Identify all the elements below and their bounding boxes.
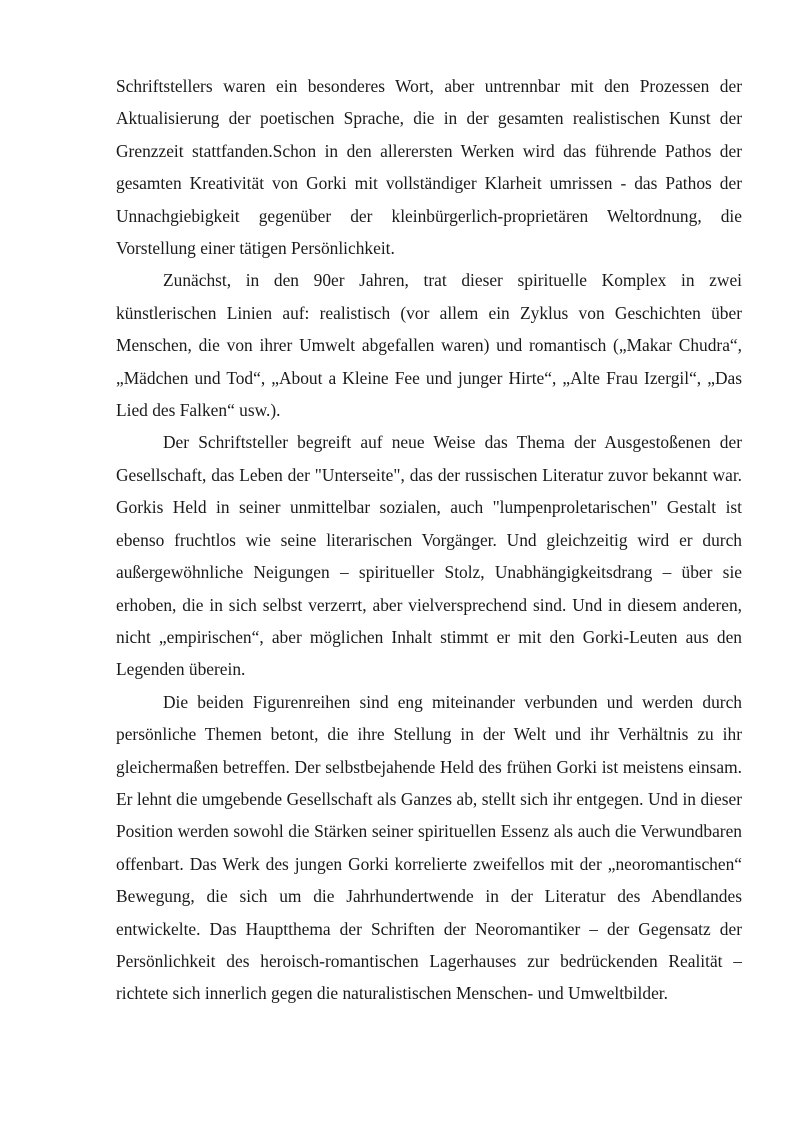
paragraph-90er-jahre: Zunächst, in den 90er Jahren, trat dieser spirituelle Komplex in zwei künstlerischen Linien auf: realistisch (vor allem ein Zyklus von Geschichten über Menschen, die von ihrer Umwelt abgefallen waren) und romantisch („Makar Chudra“, „Mädchen und Tod“, „About a Kleine Fee und junger Hirte“, „Alte Frau Izergil“, „Das Lied des Falken“ usw.). (116, 270, 742, 421)
document-page (116, 70, 742, 1010)
paragraph-figurenreihen: Die beiden Figurenreihen sind eng miteinander verbunden und werden durch persönliche Themen betont, die ihre Stellung in der Welt und ihr Verhältnis zu ihr gleichermaßen betreffen. Der selbstbejahende Held des frühen Gorki ist meistens einsam. Er lehnt die umgebende Gesellschaft als Ganzes ab, stellt sich ihr entgegen. Und in dieser Position werden sowohl die Stärken seiner spirituellen Essenz als auch die Verwundbaren offenbart. Das Werk des jungen Gorki korrelierte zweifellos mit der „neoromantischen“ Bewegung, die sich um die Jahrhundertwende in der Literatur des Abendlandes entwickelte. Das Hauptthema der Schriften der Neoromantiker – der Gegensatz der Persönlichkeit des heroisch-romantischen Lagerhauses zur bedrückenden Realität – richtete sich innerlich gegen die naturalistischen Menschen- und Umweltbilder. (116, 691, 742, 1004)
paragraph-ausgestossene: Der Schriftsteller begreift auf neue Weise das Thema der Ausgestoßenen der Gesellschaft, das Leben der "Unterseite", das der russischen Literatur zuvor bekannt war. Gorkis Held in seiner unmittelbar sozialen, auch "lumpenproletarischen" Gestalt ist ebenso fruchtlos wie seine literarischen Vorgänger. Und gleichzeitig wird er durch außergewöhnliche Neigungen – spiritueller Stolz, Unabhängigkeitsdrang – über sie erhoben, die in sich selbst verzerrt, aber vielversprechend sind. Und in diesem anderen, nicht „empirischen“, aber möglichen Inhalt stimmt er mit den Gorki-Leuten aus den Legenden überein. (116, 432, 742, 680)
paragraph-continuation: Schriftstellers waren ein besonderes Wort, aber untrennbar mit den Prozessen der Aktualisierung der poetischen Sprache, die in der gesamten realistischen Kunst der Grenzzeit stattfanden.Schon in den allerersten Werken wird das führende Pathos der gesamten Kreativität von Gorki mit vollständiger Klarheit umrissen - das Pathos der Unnachgiebigkeit gegenüber der kleinbürgerlich-proprietären Weltordnung, die Vorstellung einer tätigen Persönlichkeit. (116, 76, 742, 259)
